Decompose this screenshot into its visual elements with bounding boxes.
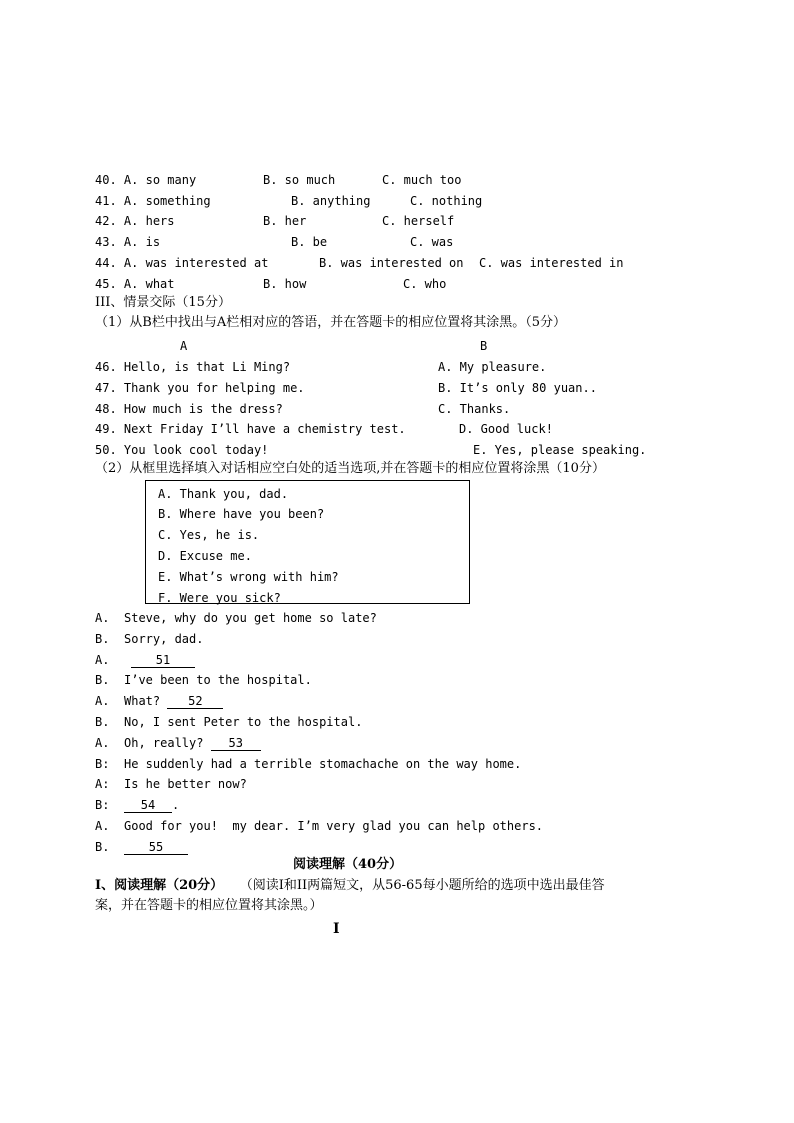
dialogue-speaker: B: (95, 798, 110, 812)
matching-answer: E. Yes, please speaking. (473, 443, 647, 457)
answer-blank-51[interactable]: 51 (131, 654, 195, 668)
matching-answer: B. It’s only 80 yuan.. (438, 381, 597, 395)
matching-answer: D. Good luck! (459, 422, 553, 436)
dialogue-speaker: B: (95, 757, 110, 771)
matching-question: 49. Next Friday I’ll have a chemistry test. (95, 422, 406, 436)
question-43-option-b: B. be (291, 235, 328, 249)
matching-question: 48. How much is the dress? (95, 402, 283, 416)
dialogue-speaker: A. (95, 736, 110, 750)
dialogue-speaker: A. (95, 611, 110, 625)
option-item: D. Excuse me. (158, 549, 252, 563)
part1-instruction: （1）从B栏中找出与A栏相对应的答语，并在答题卡的相应位置将其涂黑。（5分） (95, 315, 566, 330)
section-title: III、情景交际（15分） (95, 295, 231, 310)
question-45-option-c: C. who (403, 277, 447, 291)
reading-heading: 阅读理解（40分） (293, 857, 403, 872)
question-44: 44. A. was interested at (95, 256, 269, 270)
option-item: C. Yes, he is. (158, 528, 260, 542)
reading-instruction-cont: 案，并在答题卡的相应位置将其涂黑。） (95, 898, 323, 913)
dialogue-speaker: A. (95, 694, 110, 708)
dialogue-line: No, I sent Peter to the hospital. (124, 715, 363, 729)
question-43: 43. A. is (95, 235, 161, 249)
answer-blank-52[interactable]: 52 (167, 695, 223, 709)
question-41-option-b: B. anything (291, 194, 371, 208)
reading-subtitle: I、阅读理解（20分） (95, 878, 224, 893)
question-40-option-b: B. so much (263, 173, 336, 187)
question-40-option-c: C. much too (382, 173, 462, 187)
question-42: 42. A. hers (95, 214, 175, 228)
dialogue-line (131, 653, 195, 668)
reading-instruction: I、阅读理解（20分） （阅读I和II两篇短文，从56-65每小题所给的选项中选出最佳答 (95, 878, 605, 893)
dialogue-speaker: A. (95, 653, 110, 667)
dialogue-line: Good for you! my dear. I’m very glad you can help others. (124, 819, 544, 833)
option-item: E. What’s wrong with him? (158, 570, 339, 584)
column-a-header: A (180, 339, 188, 353)
option-item: B. Where have you been? (158, 507, 325, 521)
option-item: F. Were you sick? (158, 591, 281, 605)
matching-question: 47. Thank you for helping me. (95, 381, 305, 395)
dialogue-line: Oh, really? 53 (124, 736, 261, 751)
answer-blank-54[interactable]: 54 (124, 799, 172, 813)
matching-question: 46. Hello, is that Li Ming? (95, 360, 291, 374)
option-item: A. Thank you, dad. (158, 487, 289, 501)
passage-label: I (333, 921, 340, 937)
dialogue-speaker: A. (95, 819, 110, 833)
options-box (145, 480, 470, 604)
question-42-option-b: B. her (263, 214, 307, 228)
question-45: 45. A. what (95, 277, 175, 291)
matching-answer: C. Thanks. (438, 402, 511, 416)
part2-instruction: （2）从框里选择填入对话相应空白处的适当选项,并在答题卡的相应位置将涂黑（10分） (95, 461, 605, 476)
matching-answer: A. My pleasure. (438, 360, 547, 374)
question-40: 40. A. so many (95, 173, 197, 187)
dialogue-line (124, 840, 188, 855)
dialogue-speaker: A: (95, 777, 110, 791)
dialogue-line: Is he better now? (124, 777, 247, 791)
dialogue-line: Steve, why do you get home so late? (124, 611, 377, 625)
dialogue-speaker: B. (95, 632, 110, 646)
question-44-option-c: C. was interested in (479, 256, 624, 270)
question-41: 41. A. something (95, 194, 211, 208)
dialogue-line: What? 52 (124, 694, 223, 709)
column-b-header: B (480, 339, 488, 353)
dialogue-speaker: B. (95, 715, 110, 729)
question-44-option-b: B. was interested on (319, 256, 464, 270)
matching-question: 50. You look cool today! (95, 443, 269, 457)
answer-blank-53[interactable]: 53 (211, 737, 261, 751)
dialogue-line: Sorry, dad. (124, 632, 204, 646)
dialogue-speaker: B. (95, 673, 110, 687)
answer-blank-55[interactable]: 55 (124, 841, 188, 855)
dialogue-line: He suddenly had a terrible stomachache on the way home. (124, 757, 522, 771)
question-45-option-b: B. how (263, 277, 307, 291)
dialogue-line: 54 . (124, 798, 179, 813)
question-41-option-c: C. nothing (410, 194, 483, 208)
question-43-option-c: C. was (410, 235, 454, 249)
question-42-option-c: C. herself (382, 214, 455, 228)
dialogue-line: I’ve been to the hospital. (124, 673, 312, 687)
dialogue-speaker: B. (95, 840, 110, 854)
